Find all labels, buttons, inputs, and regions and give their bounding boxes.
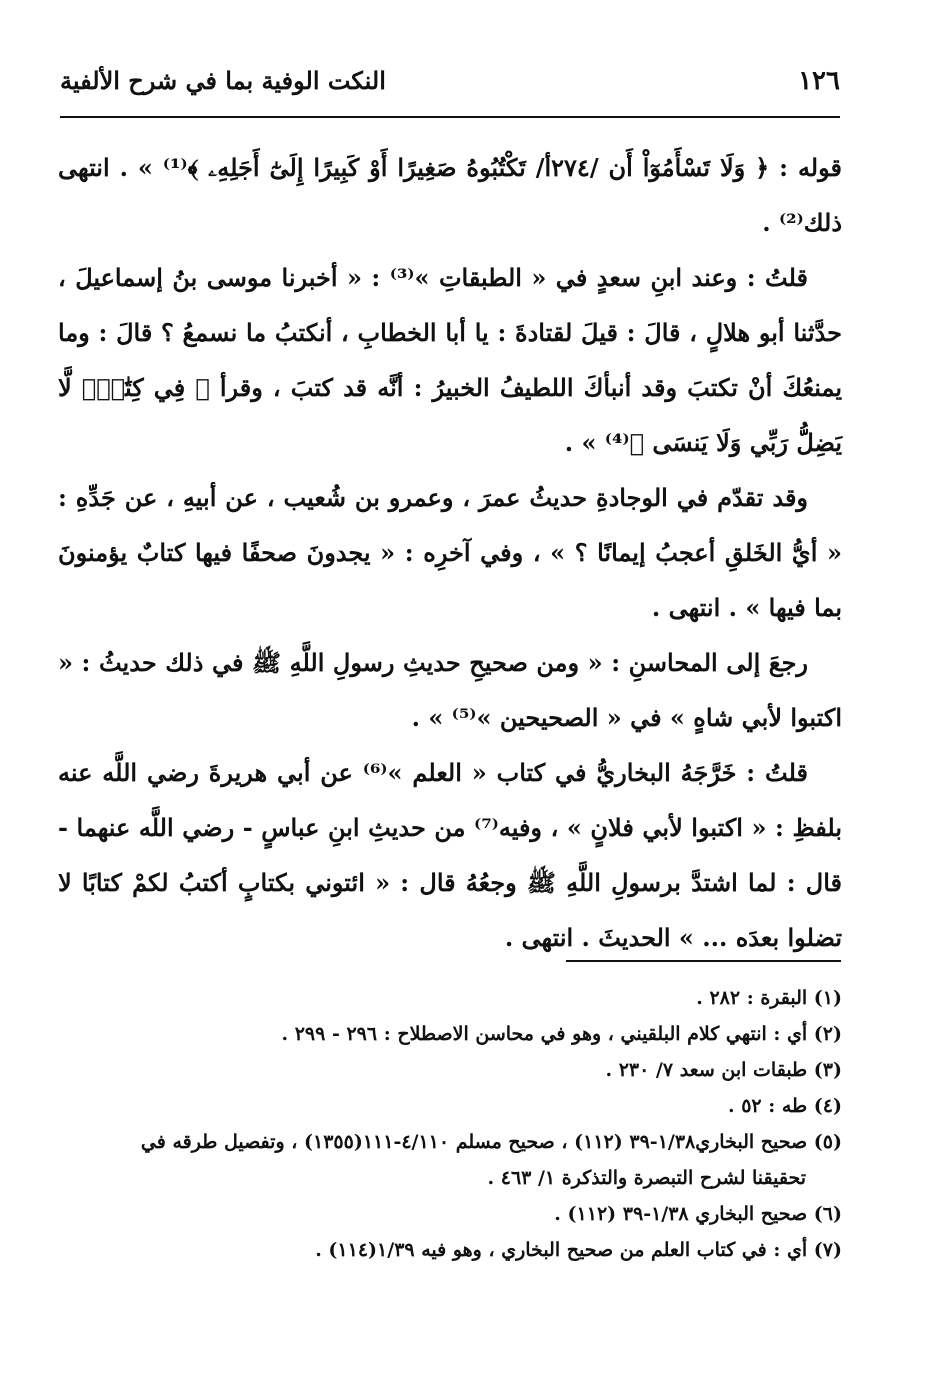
- footnote-4: (٤) طه : ٥٢ .: [727, 1095, 842, 1117]
- footnote-3: (٣) طبقات ابن سعد ٧/ ٢٣٠ .: [605, 1059, 842, 1081]
- footnote-5-continued: تحقيقنا لشرح التبصرة والتذكرة ١/ ٤٦٣ .: [487, 1167, 806, 1189]
- paragraph-mahasin: رجعَ إلى المحاسنِ : « ومن صحيحِ حديثِ رسولِ اللَّهِ ﷺ في ذلك حديثُ : « اكتبوا لأبي شاهٍ » في « الصحيحين »⁽⁵⁾ » .: [58, 648, 842, 732]
- main-text: [58, 140, 842, 965]
- footnote-6: (٦) صحيح البخاري ١/٣٨-٣٩ (١١٢) .: [554, 1203, 842, 1225]
- footnote-2: (٢) أي : انتهي كلام البلقيني ، وهو في محاسن الاصطلاح : ٢٩٦ - ٢٩٩ .: [281, 1023, 842, 1045]
- paragraph-ibn-saad: قلتُ : وعند ابنِ سعدٍ في « الطبقاتِ »⁽³⁾ : « أخبرنا موسى بنُ إسماعيلَ ، حدَّثنا أبو هلالٍ ، قالَ : قيلَ لقتادةَ : يا أبا الخطابِ ، أنكتبُ ما نسمعُ ؟ قالَ : وما يمنعُكَ أنْ تكتبَ وقد أنبأكَ اللطيفُ الخبيرُ : أنَّه قد كتبَ ، وقرأ ﴿ فِي كِتَٰبٖۖ لَّا يَضِلُّ رَبِّي وَلَا يَنسَى ﴾⁽⁴⁾ » .: [58, 263, 842, 457]
- header-rule: [60, 116, 840, 118]
- footnote-1: (١) البقرة : ٢٨٢ .: [696, 987, 842, 1009]
- paragraph-bukhari: قلتُ : خَرَّجَهُ البخاريُّ في كتاب « العلم »⁽⁶⁾ عن أبي هريرةَ رضي اللَّه عنه بلفظِ : « اكتبوا لأبي فلانٍ » ، وفيه⁽⁷⁾ من حديثِ ابنِ عباسٍ - رضي اللَّه عنهما - قال : لما اشتدَّ برسولِ اللَّهِ ﷺ وجعُهُ قال : « ائتوني بكتابٍ أكتبُ لكمْ كتابًا لا تضلوا بعدَه ... » الحديثَ . انتهى .: [58, 758, 842, 952]
- footnote-rule: [566, 960, 841, 962]
- footnotes: [58, 980, 842, 1268]
- footnote-7: (٧) أي : في كتاب العلم من صحيح البخاري ، وهو فيه ١/٣٩(١١٤) .: [315, 1239, 842, 1261]
- page-header: [60, 62, 840, 106]
- paragraph-wijada: وقد تقدّم في الوجادةِ حديثُ عمرَ ، وعمرو بن شُعيب ، عن أبيهِ ، عن جَدِّهِ : « أيُّ الخَلقِ أعجبُ إيمانًا ؟ » ، وفي آخرِه : « يجدونَ صحفًا فيها كتابٌ يؤمنونَ بما فيها » . انتهى .: [58, 483, 842, 622]
- paragraph-quote: قوله : ﴿ وَلَا تَسْأَمُوٓاْ أَن /٢٧٤أ/ تَكْتُبُوهُ صَغِيرًا أَوْ كَبِيرًا إِلَىٰٓ أَجَلِهِۦ ﴾⁽¹⁾ » . انتهى ذلك⁽²⁾ .: [58, 153, 842, 237]
- running-title: النكت الوفية بما في شرح الألفية: [60, 66, 386, 95]
- footnote-5: (٥) صحيح البخاري١/٣٨-٣٩ (١١٢) ، صحيح مسلم ٤/١١٠-١١١(١٣٥٥) ، وتفصيل طرقه في: [140, 1131, 842, 1153]
- page-number: ١٢٦: [798, 66, 840, 96]
